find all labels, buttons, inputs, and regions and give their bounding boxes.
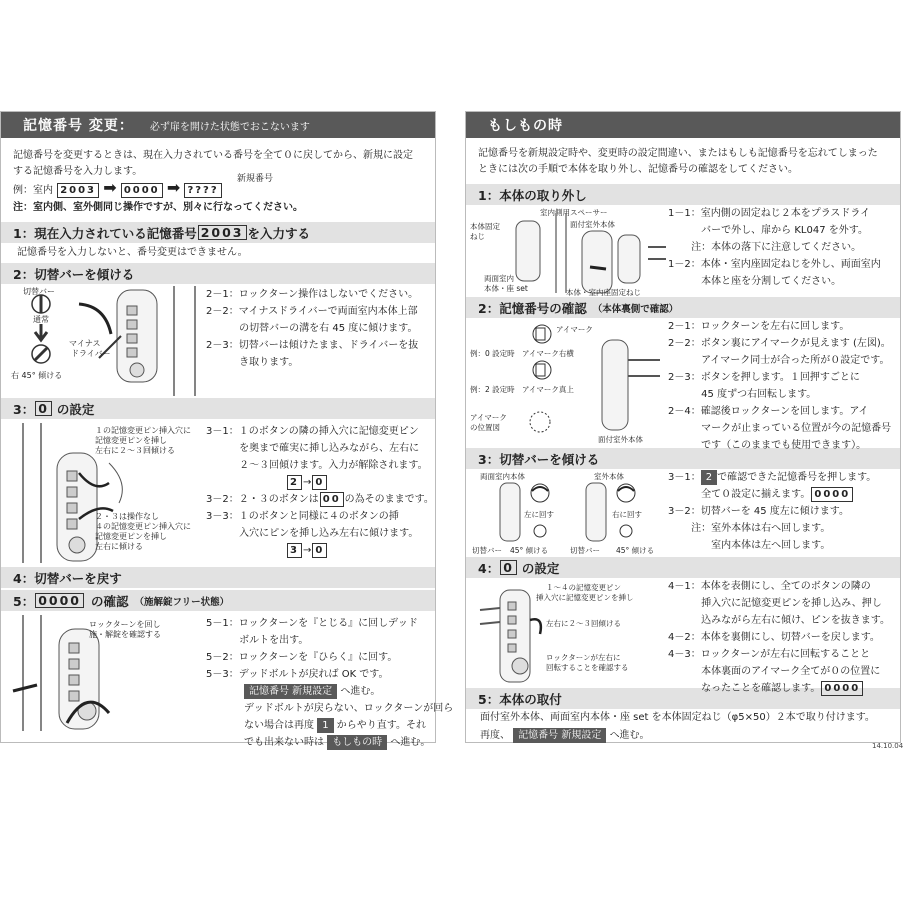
step5-more-3-pre: でも出来ない時は <box>244 737 324 748</box>
r3-2: 3－2：切替バーを 45 度左に傾けます。 <box>668 506 850 517</box>
step5-more-2-pre: ない場合は再度 <box>244 720 314 731</box>
label-r4-turn: ロックターンが左右に <box>546 653 621 662</box>
step2-heading: 2：切替バーを傾ける <box>1 263 435 284</box>
remove-body-illustration <box>470 207 666 295</box>
step3-heading <box>1 398 435 419</box>
arrow-icon: ➡ <box>166 178 181 197</box>
label-tilt-2: 45° 傾ける <box>616 546 655 555</box>
label-normal: 通常 <box>33 315 49 324</box>
step3-1b: を奥まで確実に挿し込みながら、左右に <box>206 443 420 454</box>
label-turn-right: 右に回す <box>612 510 642 519</box>
r2-2b: アイマーク同士が合った所が０設定です。 <box>668 355 890 366</box>
label-turn-left: 左に回す <box>524 510 554 519</box>
r1-1: 1－1：室内側の固定ねじ２本をプラスドライ <box>668 208 871 219</box>
step3-1: 3－1：１のボタンの隣の挿入穴に記憶変更ピン <box>206 426 419 437</box>
right-header <box>466 112 900 138</box>
r3-note-2: 室内本体は左へ回します。 <box>668 540 831 551</box>
step2-3b: き取ります。 <box>206 357 299 368</box>
step5-tag-post: へ進む。 <box>340 686 381 697</box>
footnote-date: 14.10.04 <box>872 742 903 750</box>
step5-3: 5－3：デッドボルトが戻れば OK です。 <box>206 669 389 680</box>
label-eyemark-right: アイマーク右横 <box>522 349 574 358</box>
tilt-bar-illustration <box>470 469 666 555</box>
r4-3c-code: 0000 <box>821 681 863 696</box>
label-outside-body-2: 面付室外本体 <box>598 435 643 444</box>
step3-1c: ２～３回傾けます。入力が解除されます。 <box>206 460 428 471</box>
label-bar-1: 切替バー <box>472 546 502 555</box>
r3-1b-pre: 全て０設定に揃えます。 <box>668 489 811 500</box>
label-lockturn-2: 施・解錠を確認する <box>89 630 161 639</box>
left-header <box>1 112 435 138</box>
left-subtitle: 必ず扉を開けた状態でおこないます <box>149 121 310 133</box>
r1-heading: 1：本体の取り外し <box>466 184 900 205</box>
r4-1b: 挿入穴に記憶変更ピンを挿し込み、押し <box>668 598 882 609</box>
step3-code: 0 <box>35 401 52 416</box>
r3-body <box>466 469 900 557</box>
label-fix-screw-2: ねじ <box>470 232 485 241</box>
step5-title-post: の確認 <box>91 593 129 609</box>
label-eyemark-pos-2: の位置図 <box>470 423 500 432</box>
step3-steps <box>206 423 434 559</box>
label-fix-screw: 本体固定 <box>470 222 500 231</box>
step5-1: 5－1：ロックターンを『とじる』に回しデッド <box>206 618 418 629</box>
eyemark-illustration <box>470 320 666 446</box>
switch-bar-illustration <box>9 286 199 396</box>
step5-tag-row <box>206 683 453 700</box>
label-outside-body-3: 室外本体 <box>594 472 624 481</box>
label-bar-2: 切替バー <box>570 546 600 555</box>
step5-2: 5－2：ロックターンを『ひらく』に回す。 <box>206 652 398 663</box>
step2-3: 2－3：切替バーは傾けたまま、ドライバーを抜 <box>206 340 419 351</box>
step5-more-2 <box>206 717 453 734</box>
r2-2: 2－2：ボタン裏にアイマークが見えます (左図)。 <box>668 338 891 349</box>
step5-steps <box>206 615 453 751</box>
step5-more-3 <box>206 734 453 751</box>
step3-title-post: の設定 <box>56 401 95 417</box>
r4-heading <box>466 557 900 578</box>
r5-text-2 <box>466 727 900 745</box>
r4-title-post: の設定 <box>521 560 560 576</box>
right-title: もしもの時 <box>488 118 563 134</box>
step5-heading <box>1 590 435 611</box>
label-r4-pins: １～４の記憶変更ピン <box>546 583 621 592</box>
right-page <box>465 111 901 743</box>
label-eyemark: アイマーク <box>556 325 593 334</box>
step3-2-pre: 3－2：２・３のボタンは <box>206 494 319 505</box>
r3-1-code: 2 <box>701 470 717 485</box>
step5-body <box>1 611 454 748</box>
new-setting-link[interactable]: 記憶番号 新規設定 <box>244 684 337 699</box>
arrow-to: 0 <box>312 475 327 490</box>
label-ex0: 例：0 設定時 <box>470 349 515 358</box>
r3-1-post: で確認できた記憶番号を押します。 <box>717 472 877 483</box>
example-new-label: 新規番号 <box>237 174 274 184</box>
label-pin-1: １の記憶変更ピン挿入穴に <box>95 426 191 435</box>
step1-text: 記憶番号を入力しないと、番号変更はできません。 <box>17 247 248 258</box>
label-pin-2b: ４の記憶変更ピン挿入穴に <box>95 522 191 531</box>
r1-2b: 本体と座を分割してください。 <box>668 276 842 287</box>
label-inside-body: 両面室内 <box>484 274 514 283</box>
r1-steps <box>668 205 881 290</box>
step5-1b: ボルトを出す。 <box>206 635 309 646</box>
r2-body <box>466 318 900 451</box>
lockturn-illustration <box>9 615 201 731</box>
label-outside-body: 面付室外本体 <box>570 220 615 229</box>
step2-1: 2－1：ロックターン操作はしないでください。 <box>206 289 419 300</box>
r2-title: 2：記憶番号の確認 <box>478 300 587 316</box>
r5-pre: 再度、 <box>480 730 510 741</box>
r4-1: 4－1：本体を表側にし、全てのボタンの隣の <box>668 581 871 592</box>
new-setting-link-2[interactable]: 記憶番号 新規設定 <box>513 728 606 743</box>
reset-pin-illustration <box>470 580 666 686</box>
example-zero: 0000 <box>121 183 163 198</box>
right-intro-2: ときには次の手順で本体を取り外し、記憶番号の確認をしてください。 <box>478 164 798 175</box>
label-pin-1b: 記憶変更ピンを挿し <box>95 436 167 445</box>
step3-3: 3－3：１のボタンと同様に４のボタンの挿 <box>206 511 399 522</box>
step2-2b: の切替バーの溝を右 45 度に傾けます。 <box>206 323 418 334</box>
label-pin-2d: 左右に傾ける <box>95 542 143 551</box>
label-pin-2c: 記憶変更ピンを挿し <box>95 532 167 541</box>
left-intro-1: 記憶番号を変更するときは、現在入力されている番号を全て０に戻してから、新規に設定 <box>13 150 413 161</box>
r4-2: 4－2：本体を裏側にし、切替バーを戻します。 <box>668 632 880 643</box>
example-new: ???? <box>184 183 221 198</box>
step3-body <box>1 419 435 567</box>
step5-more-1: デッドボルトが戻らない、ロックターンが回ら <box>244 703 454 714</box>
step3-arrow-2: 3 → 0 <box>206 542 434 559</box>
step1-code: 2003 <box>198 225 247 240</box>
r2-steps <box>668 318 891 454</box>
label-switch-bar: 切替バー <box>23 287 55 296</box>
label-inside-body-2: 本体・座 set <box>484 284 528 293</box>
example-row <box>1 174 435 200</box>
step4-heading: 4：切替バーを戻す <box>1 567 435 588</box>
step3-2 <box>206 491 434 508</box>
arrow-from: 3 <box>287 543 302 558</box>
r3-heading: 3：切替バーを傾ける <box>466 448 900 469</box>
step1-title-post: を入力する <box>247 225 311 241</box>
label-lockturn: ロックターンを回し <box>89 620 161 629</box>
left-intro-2: する記憶番号を入力します。 <box>13 166 143 177</box>
label-r4-pins-2: 挿入穴に記憶変更ピンを挿し <box>536 593 634 602</box>
right-intro-1: 記憶番号を新規設定時や、変更時の設定間違い、またはもしも記憶番号を忘れてしまった <box>478 148 878 159</box>
r3-1-pre: 3－1： <box>668 472 701 483</box>
r1-2: 1－2：本体・室内座固定ねじを外し、両面室内 <box>668 259 881 270</box>
r1-1b: バーで外し、扉から KL047 を外す。 <box>668 225 868 236</box>
step3-arrow-1: 2 → 0 <box>206 474 434 491</box>
label-tilt: 右 45° 傾ける <box>11 371 63 380</box>
label-inside-body-3: 両面室内本体 <box>480 472 525 481</box>
left-note: 注：室内側、室外側同じ操作ですが、別々に行なってください。 <box>13 202 303 213</box>
arrow-from: 2 <box>287 475 302 490</box>
step2-2: 2－2：マイナスドライバーで両面室内本体上部 <box>206 306 418 317</box>
r2-note: （本体裏側で確認） <box>592 303 679 315</box>
step3-3b: 入穴にピンを挿し込み左右に傾けます。 <box>206 528 419 539</box>
r4-steps <box>668 578 890 697</box>
example-current: 2003 <box>57 183 99 198</box>
r1-body <box>466 205 900 297</box>
r3-note-1: 注：室外本体は右へ回します。 <box>668 523 831 534</box>
r2-1: 2－1：ロックターンを左右に回します。 <box>668 321 850 332</box>
r5-heading: 5：本体の取付 <box>466 688 900 709</box>
r4-1c: 込みながら左右に傾け、ピンを抜きます。 <box>668 615 890 626</box>
r4-3: 4－3：ロックターンが左右に回転することと <box>668 649 871 660</box>
step5-title: 5： <box>13 593 35 609</box>
example-label: 例：室内 <box>13 185 53 196</box>
label-ex2: 例：2 設定時 <box>470 385 515 394</box>
emergency-link[interactable]: もしもの時 <box>327 735 387 750</box>
label-eyemark-pos: アイマーク <box>470 413 507 422</box>
step1-heading <box>1 222 435 243</box>
r4-3c-pre: なったことを確認します。 <box>668 683 821 694</box>
step2-steps <box>206 286 418 371</box>
label-pin-2: ２・３は操作なし <box>95 512 159 521</box>
step5-more-2-post: からやり直す。それ <box>336 720 426 731</box>
step5-more-3-post: へ進む。 <box>390 737 431 748</box>
r2-3: 2－3：ボタンを押します。１回押すごとに <box>668 372 860 383</box>
r4-code: 0 <box>500 560 517 575</box>
left-page <box>0 111 454 748</box>
r3-1b <box>668 486 876 503</box>
r1-note: 注：本体の落下に注意してください。 <box>668 242 862 253</box>
label-eyemark-top: アイマーク真上 <box>522 385 574 394</box>
label-r4-tilt: 左右に２～３回傾ける <box>546 619 621 628</box>
r5-text-1: 面付室外本体、両面室内本体・座 set を本体固定ねじ（φ5×50）２本で取り付けます。 <box>480 712 875 723</box>
label-driver-2: ドライバー <box>71 349 111 358</box>
step5-note: （施解錠フリー状態） <box>134 596 230 608</box>
label-r4-turn-2: 回転することを確認する <box>546 663 629 672</box>
r2-heading <box>466 297 900 318</box>
step3-2-code: 00 <box>320 492 344 507</box>
arrow-to: 0 <box>312 543 327 558</box>
restart-step-1: 1 <box>317 718 333 733</box>
step5-code: 0000 <box>35 593 84 608</box>
r4-title: 4： <box>478 560 500 576</box>
left-title: 記憶番号 変更： <box>23 118 134 134</box>
step3-2-post: の為そのままです。 <box>344 494 434 505</box>
r3-1b-code: 0000 <box>811 487 853 502</box>
step2-body <box>1 284 435 398</box>
step1-title: 1：現在入力されている記憶番号 <box>13 225 197 241</box>
r2-4: 2－4：確認後ロックターンを回します。アイ <box>668 406 869 417</box>
label-driver: マイナス <box>69 339 101 348</box>
r2-4b: マークが止まっている位置が今の記憶番号 <box>668 423 892 434</box>
step3-title: 3： <box>13 401 35 417</box>
r4-3b: 本体裏面のアイマーク全てが０の位置に <box>668 666 881 677</box>
r3-1 <box>668 469 876 486</box>
r3-steps <box>668 469 876 554</box>
r5-post: へ進む。 <box>609 730 650 741</box>
label-pin-1c: 左右に２～３回傾ける <box>95 446 175 455</box>
label-body-screw: 本体・室内座固定ねじ <box>566 288 641 297</box>
r4-3c <box>668 680 890 697</box>
label-tilt-1: 45° 傾ける <box>510 546 549 555</box>
r4-body <box>466 578 900 694</box>
label-spacer: 室内側用スペーサー <box>540 208 608 217</box>
arrow-icon: ➡ <box>103 178 117 197</box>
r2-3b: 45 度ずつ右回転します。 <box>668 389 817 400</box>
r2-4c: です（このままでも使用できます）。 <box>668 440 867 451</box>
pin-insert-illustration <box>9 423 201 563</box>
